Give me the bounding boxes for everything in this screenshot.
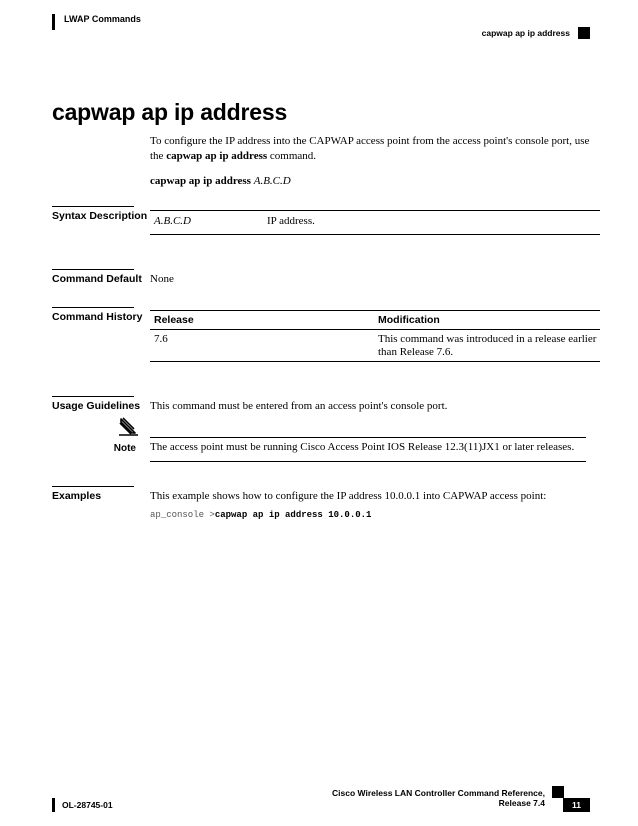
- history-header-modification: Modification: [378, 314, 440, 326]
- examples-text: This example shows how to configure the IP address 10.0.0.1 into CAPWAP access point:: [150, 490, 547, 502]
- syntax-table-bottom-rule: [150, 234, 600, 235]
- examples-line: [52, 486, 134, 487]
- history-table-top-rule: [150, 310, 600, 311]
- intro-text-before: To configure the IP address into the CAPWAP access point from the access point's console port, use the: [150, 135, 590, 162]
- footer-bar: [52, 798, 55, 812]
- intro-text-after: command.: [267, 150, 317, 162]
- usage-guidelines-line: [52, 396, 134, 397]
- command-history-line: [52, 307, 134, 308]
- history-row-modification: This command was introduced in a release earlier than Release 7.6.: [378, 333, 597, 358]
- header-section-title: LWAP Commands: [64, 14, 141, 24]
- history-row-release: 7.6: [154, 333, 168, 345]
- header-running-title: capwap ap ip address: [481, 28, 570, 38]
- header-bar: [52, 14, 55, 30]
- note-text: The access point must be running Cisco Access Point IOS Release 12.3(11)JX1 or later releases.: [150, 441, 575, 453]
- command-default-value: None: [150, 273, 174, 285]
- syntax-table-description: IP address.: [267, 215, 315, 227]
- command-default-heading: Command Default: [52, 273, 142, 285]
- example-command: capwap ap ip address 10.0.0.1: [214, 510, 372, 520]
- footer-book-title: Cisco Wireless LAN Controller Command Reference, Release 7.4: [332, 788, 545, 808]
- footer-square: [552, 786, 564, 798]
- syntax-description-heading: Syntax Description: [52, 210, 148, 222]
- syntax-table-argument-text: A.B.C.D: [154, 215, 191, 227]
- history-table-bottom-rule: [150, 361, 600, 362]
- syntax-command: capwap ap ip address: [150, 175, 251, 187]
- note-label: Note: [113, 443, 136, 454]
- footer-doc-number: OL-28745-01: [62, 800, 113, 810]
- syntax-table-argument: [154, 215, 191, 227]
- usage-guidelines-text: This command must be entered from an access point's console port.: [150, 400, 448, 412]
- history-table-header-rule: [150, 329, 600, 330]
- intro-paragraph: [150, 134, 595, 164]
- pencil-note-icon: [117, 414, 139, 436]
- intro-command: capwap ap ip address: [166, 150, 268, 162]
- syntax-description-line: [52, 206, 134, 207]
- example-code: [150, 510, 371, 520]
- page-title: capwap ap ip address: [52, 99, 288, 125]
- syntax-table-top-rule: [150, 210, 600, 211]
- usage-guidelines-heading: Usage Guidelines: [52, 400, 141, 412]
- syntax-argument: A.B.C.D: [253, 175, 291, 187]
- example-prompt: ap_console >: [150, 510, 215, 520]
- command-history-heading: Command History: [52, 311, 143, 323]
- footer-page-number: 11: [563, 798, 590, 812]
- note-bottom-rule: [150, 461, 586, 462]
- note-top-rule: [150, 437, 586, 438]
- history-header-release: Release: [154, 314, 194, 326]
- examples-heading: Examples: [52, 490, 102, 502]
- header-square: [578, 27, 590, 39]
- command-default-line: [52, 269, 134, 270]
- command-syntax: [150, 174, 291, 189]
